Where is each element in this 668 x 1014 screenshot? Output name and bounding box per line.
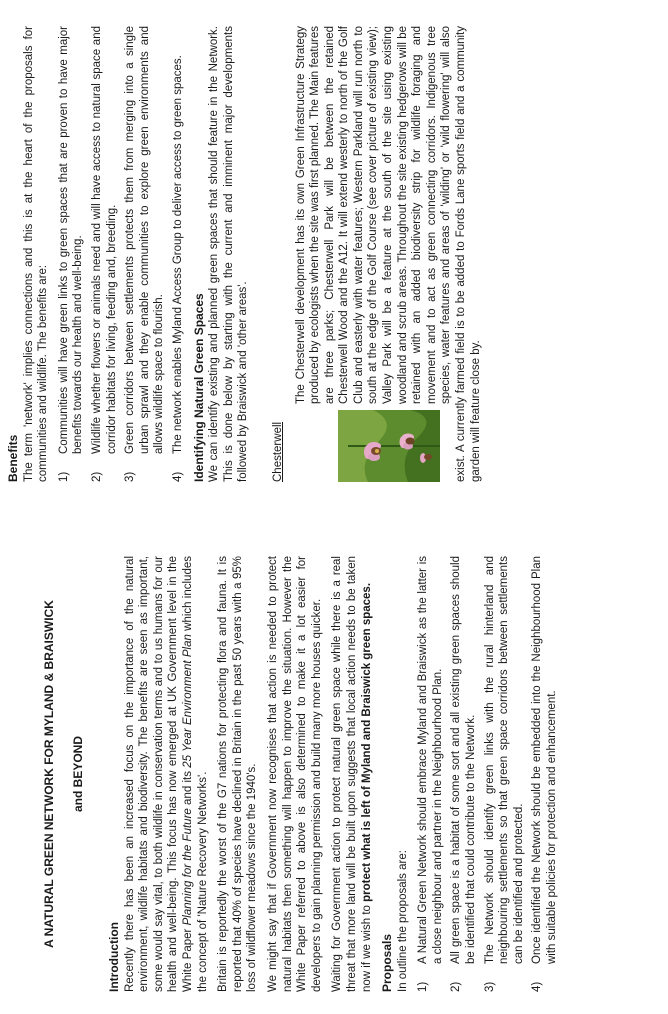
- chesterwell-heading: Chesterwell: [271, 421, 284, 482]
- list-item: [530, 556, 559, 992]
- identifying-heading: Identifying Natural Green Spaces: [191, 293, 206, 482]
- list-item: [57, 26, 86, 482]
- list-text: Wildlife whether flowers or animals need and will have access to natural space and corridor habitats for living, feeding and, breeding.: [90, 26, 118, 454]
- list-number: 2): [90, 471, 103, 482]
- intro-p1-text-c: which includes the concept of 'Nature Recovery Networks'.: [181, 556, 209, 992]
- right-column: [0, 26, 489, 482]
- list-text: Green corridors between settlements protects them from merging into a single urban sprawl and they enable communities to explore green environments and allows wildlife space to flourish.: [124, 26, 166, 454]
- intro-p4-bold: protect what is left of Myland and Braiswick green spaces.: [360, 582, 373, 902]
- intro-p4-text: Waiting for Government action to protect natural green space while there is a real threat that more land will be built upon suggests that local action needs to be taken now if we wish to: [331, 556, 373, 992]
- list-number: 1): [417, 981, 430, 992]
- benefits-heading: Benefits: [6, 434, 20, 482]
- title-line-1: A NATURAL GREEN NETWORK FOR MYLAND & BRAISWICK: [42, 600, 56, 948]
- list-text: The network enables Myland Access Group to deliver access to green spaces.: [171, 55, 184, 454]
- benefits-intro: The term 'network' implies connections and this is at the heart of the proposals for communities and wildlife. The benefits are:: [22, 26, 50, 482]
- intro-paragraph-3: We might say that if Government now recognises that action is needed to protect natural habitats then something will happen to improve the situation. However the White Paper referred to above is also determined to make it a lot easier for developers to gain planning permission and build many more houses quicker.: [266, 556, 323, 992]
- proposals-list: [416, 556, 559, 992]
- proposals-intro: In outline the proposals are:: [396, 850, 409, 992]
- introduction-heading: Introduction: [107, 922, 121, 992]
- intro-p1-text-b: and its: [181, 767, 194, 809]
- intro-paragraph-2: Britain is reportedly the worst of the G7 nations for protecting flora and fauna. It is reported that 40% of species have declined in Britain in the past 50 years with a 95% loss of wildflower meadows since the 1940's.: [217, 556, 259, 992]
- list-item: [449, 556, 478, 992]
- bee-orchid-photo: [338, 410, 440, 482]
- chesterwell-paragraph: The Chesterwell development has its own Green Infrastructure Strategy produced by ecologists when the site was first planned. The Main features are three parks; Chesterwell Park will be between the retained Chesterwell Wood and the A12. It will extend westerly to north of the Golf Club and easterly with water features; Western Parkland will run north to south at the edge of the Golf Course (see cover picture of existing view); Valley Park will be a feature at the south of the site using existing woodland and scrub areas. Throughout the site existing hedgerows will be retained with an added biodiversity strip for wildlife foraging and movement and to act as green connecting corridors. Indigenous tree species, water features and areas of 'wilding' or 'wild flowering' will also exist. A currently farmed field is to be added to Fords Lane sports field and a community garden will feature close by.: [294, 26, 482, 482]
- list-text: The Network should identify green links with the rural hinterland and neighbouring settlements so that green space corridors between settlements can be identified and protected.: [483, 556, 525, 964]
- left-column: [0, 556, 566, 992]
- list-text: Once identified the Network should be embedded into the Neighbourhood Plan with suitable policies for protection and enhancement.: [531, 556, 559, 964]
- intro-p1-text-a: Recently there has been an increased focus on the importance of the natural environment, wildlife habitats and biodiversity. The benefits are seen as important, some would say vital, to both wildlife in conservation terms and to us humans for our health and well-being. This focus has now emerged at UK Government level in the White Paper: [123, 556, 194, 992]
- intro-paragraph-4: [330, 556, 374, 992]
- title-line-2: and BEYOND: [71, 736, 85, 813]
- document-title: [41, 556, 86, 992]
- identifying-paragraph: We can identify existing and planned green spaces that should feature in the Network. This is done below by starting with the current and imminent major developments followed by Braiswick and 'other areas'.: [208, 26, 250, 482]
- list-number: 2): [450, 981, 463, 992]
- list-item: [90, 26, 119, 482]
- list-number: 4): [531, 981, 544, 992]
- list-number: 3): [483, 981, 496, 992]
- list-item: [123, 26, 167, 482]
- list-number: 1): [57, 471, 70, 482]
- proposals-heading: Proposals: [380, 933, 395, 992]
- list-item: [171, 26, 186, 482]
- intro-paragraph-1: [123, 556, 211, 992]
- chesterwell-section: [294, 26, 484, 482]
- list-text: A Natural Green Network should embrace Myland and Braiswick as the latter is a close neighbour and partner in the Neighbourhood Plan.: [417, 556, 444, 964]
- list-number: 4): [171, 471, 184, 482]
- list-text: Communities will have green links to green spaces that are proven to have major benefits towards our health and well-being.: [57, 26, 85, 454]
- intro-p1-emphasis-2: 25 Year Environment Plan: [181, 634, 194, 768]
- title-block: [0, 556, 86, 992]
- benefits-list: [57, 26, 186, 482]
- list-number: 3): [124, 471, 137, 482]
- flower-image-icon: [338, 410, 440, 482]
- list-item: [483, 556, 527, 992]
- intro-p1-emphasis-1: Planning for the Future: [181, 808, 194, 926]
- list-text: All green space is a habitat of some sort and all existing green spaces should be identified that could contribute to the Network.: [450, 556, 478, 964]
- list-item: [416, 556, 445, 992]
